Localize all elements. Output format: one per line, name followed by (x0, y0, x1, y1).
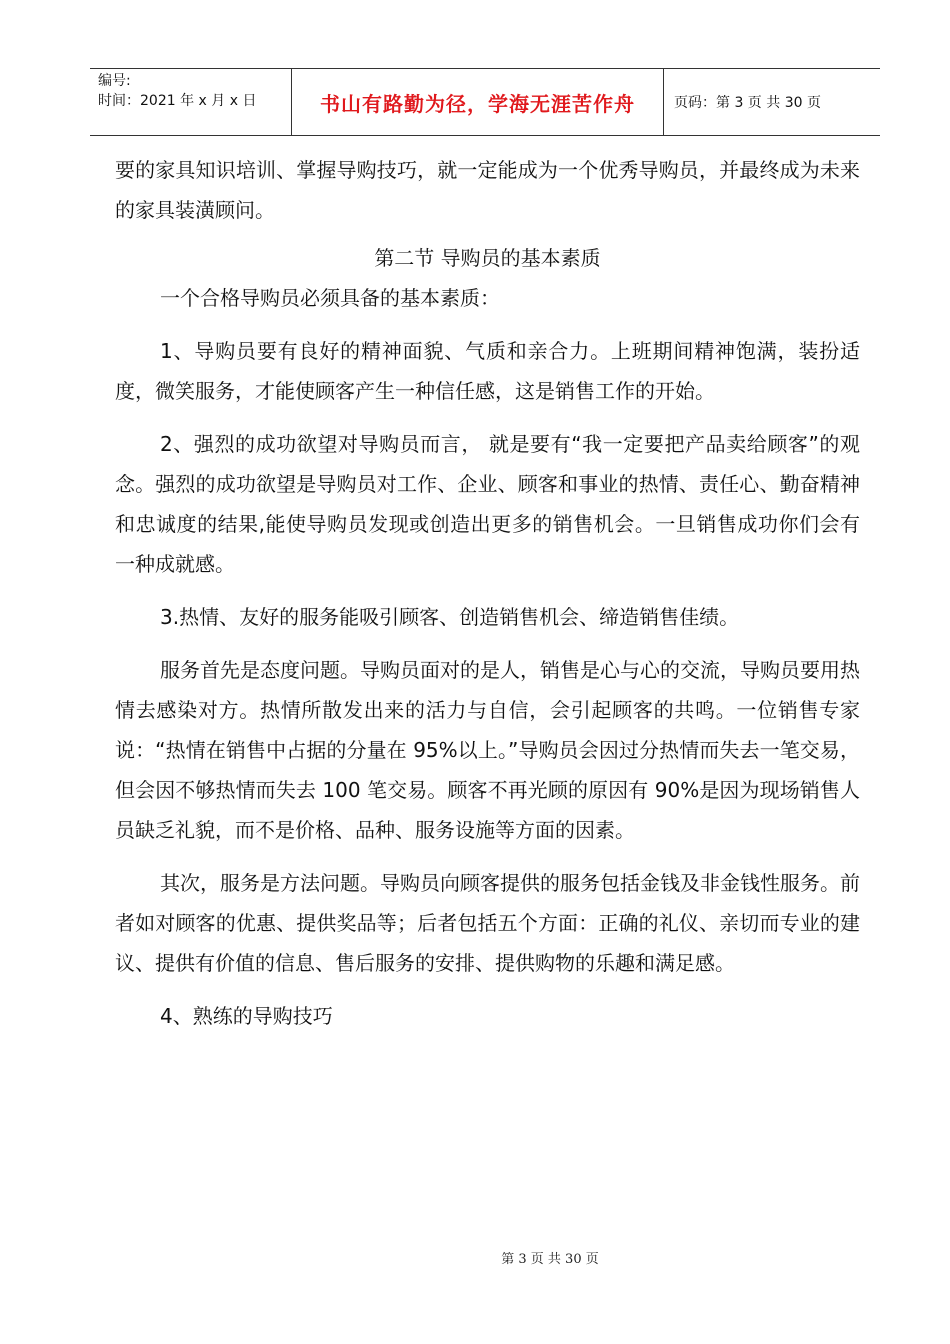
paragraph-2: 2、强烈的成功欲望对导购员而言， 就是要有“我一定要把产品卖给顾客”的观念。强烈的成功欲望是导购员对工作、企业、顾客和事业的热情、责任心、勤奋精神和忠诚度的结果,能使导购员发现或创造出更多的销售机会。一旦销售成功你们会有一种成就感。 (115, 432, 860, 576)
section-title: 第二节 导购员的基本素质 (374, 246, 601, 270)
page-footer: 第 3 页 共 30 页 (501, 1252, 599, 1267)
paragraph-intro: 要的家具知识培训、掌握导购技巧，就一定能成为一个优秀导购员，并最终成为未来的家具装潢顾问。 (115, 158, 860, 222)
paragraph-5: 其次，服务是方法问题。导购员向顾客提供的服务包括金钱及非金钱性服务。前者如对顾客的优惠、提供奖品等；后者包括五个方面：正确的礼仪、亲切而专业的建议、提供有价值的信息、售后服务的安排、提供购物的乐趣和满足感。 (115, 871, 860, 975)
header-motto: 书山有路勤为径，学海无涯苦作舟 (291, 69, 664, 135)
header-date-label: 时间：2021 年 x 月 x 日 (98, 93, 257, 109)
paragraph-1: 1、导购员要有良好的精神面貌、气质和亲合力。上班期间精神饱满，装扮适度，微笑服务，才能使顾客产生一种信任感，这是销售工作的开始。 (115, 339, 860, 403)
document-body (115, 150, 860, 1036)
paragraph-3: 3.热情、友好的服务能吸引顾客、创造销售机会、缔造销售佳绩。 (160, 605, 740, 629)
page-header (90, 68, 880, 136)
header-page-info: 页码：第 3 页 共 30 页 (674, 95, 821, 111)
paragraph-6: 4、熟练的导购技巧 (160, 1004, 333, 1028)
header-number-label: 编号: (98, 73, 131, 89)
paragraph-4: 服务首先是态度问题。导购员面对的是人，销售是心与心的交流，导购员要用热情去感染对方。热情所散发出来的活力与自信，会引起顾客的共鸣。一位销售专家说：“热情在销售中占据的分量在 95%以上。”导购员会因过分热情而失去一笔交易，但会因不够热情而失去 100 笔交易。顾客不再光顾的原因有 90%是因为现场销售人员缺乏礼貌，而不是价格、品种、服务设施等方面的因素。 (115, 658, 860, 842)
header-meta (90, 69, 291, 135)
paragraph-lead: 一个合格导购员必须具备的基本素质： (160, 286, 500, 310)
